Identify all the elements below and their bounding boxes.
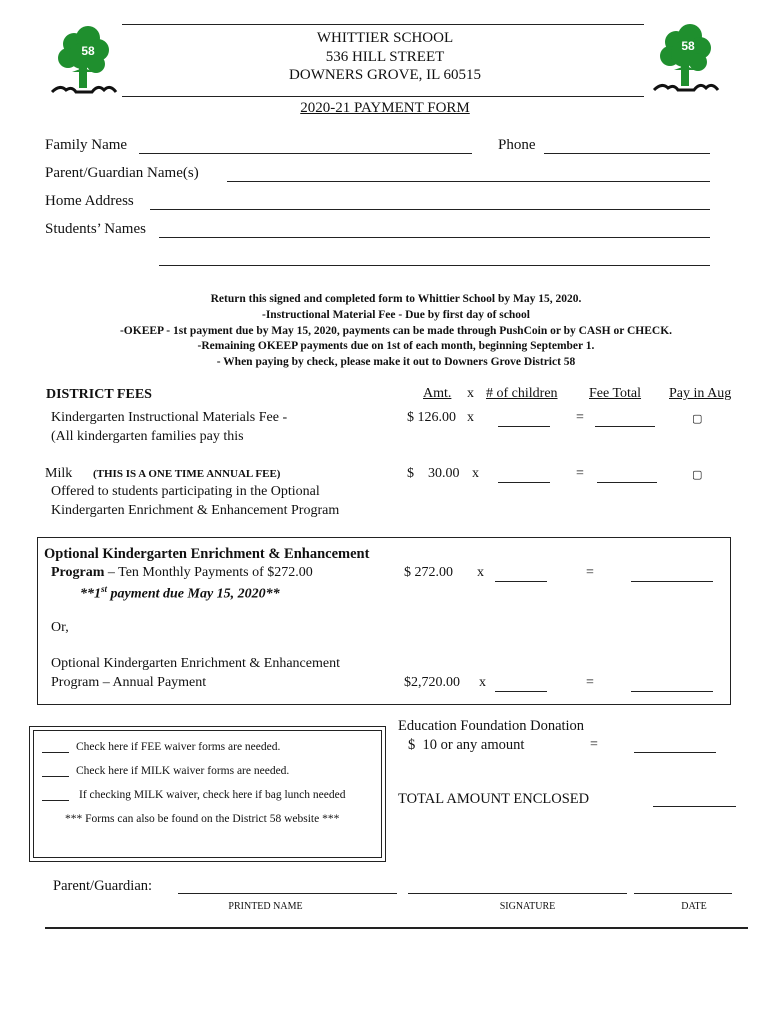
okeep-monthly-equals: = bbox=[586, 565, 594, 580]
school-street: 536 HILL STREET bbox=[325, 49, 445, 65]
kinder-fee-x: x bbox=[467, 410, 474, 425]
kinder-pay-aug-checkbox[interactable]: ▢ bbox=[692, 412, 703, 425]
donation-total-field[interactable] bbox=[634, 752, 716, 753]
fee-waiver-label: Check here if FEE waiver forms are needed. bbox=[76, 741, 281, 753]
kinder-total-field[interactable] bbox=[595, 426, 655, 427]
instruction-line-2: -Instructional Material Fee - Due by first day of school bbox=[262, 309, 530, 321]
okeep-monthly-total-field[interactable] bbox=[631, 581, 713, 582]
school-city: DOWNERS GROVE, IL 60515 bbox=[289, 67, 481, 83]
parent-names-field[interactable] bbox=[227, 181, 710, 182]
milk-description-1: Offered to students participating in the Optional bbox=[51, 484, 320, 499]
forms-website-note: *** Forms can also be found on the District 58 website *** bbox=[65, 813, 340, 825]
signature-caption: SIGNATURE bbox=[499, 901, 556, 912]
pay-aug-column-header: Pay in Aug bbox=[669, 386, 732, 401]
x-column-header: x bbox=[467, 386, 474, 401]
bag-lunch-label: If checking MILK waiver, check here if bag lunch needed bbox=[79, 789, 346, 801]
district-fees-heading: DISTRICT FEES bbox=[46, 387, 152, 402]
signature-field[interactable] bbox=[408, 893, 627, 894]
okeep-title: Optional Kindergarten Enrichment & Enhancement bbox=[44, 546, 370, 562]
okeep-due-note bbox=[80, 584, 280, 603]
donation-equals: = bbox=[590, 737, 598, 752]
donation-title: Education Foundation Donation bbox=[398, 718, 585, 734]
total-amount-label: TOTAL AMOUNT ENCLOSED bbox=[398, 791, 590, 807]
children-column-header: # of children bbox=[486, 386, 558, 401]
okeep-due-prefix: **1 bbox=[80, 586, 101, 602]
milk-amount: $ 30.00 bbox=[407, 466, 460, 481]
home-address-label: Home Address bbox=[45, 193, 134, 209]
header-bottom-rule bbox=[122, 96, 644, 97]
milk-children-field[interactable] bbox=[498, 482, 550, 483]
okeep-annual-line2: Program – Annual Payment bbox=[51, 675, 207, 690]
okeep-annual-x: x bbox=[479, 675, 486, 690]
bag-lunch-check-line[interactable] bbox=[42, 800, 69, 801]
header-top-rule bbox=[122, 24, 644, 25]
fee-waiver-check-line[interactable] bbox=[42, 752, 69, 753]
okeep-annual-children-field[interactable] bbox=[495, 691, 547, 692]
okeep-annual-line1: Optional Kindergarten Enrichment & Enhancement bbox=[51, 656, 340, 671]
milk-total-field[interactable] bbox=[597, 482, 657, 483]
okeep-monthly-children-field[interactable] bbox=[495, 581, 547, 582]
date-field[interactable] bbox=[634, 893, 732, 894]
milk-note: (THIS IS A ONE TIME ANNUAL FEE) bbox=[93, 468, 281, 480]
okeep-monthly-x: x bbox=[477, 565, 484, 580]
phone-field[interactable] bbox=[544, 153, 710, 154]
okeep-monthly-amount: $ 272.00 bbox=[404, 565, 453, 580]
footer-rule bbox=[45, 927, 748, 929]
okeep-program-terms: – Ten Monthly Payments of $272.00 bbox=[104, 565, 313, 580]
instruction-line-4: -Remaining OKEEP payments due on 1st of each month, beginning September 1. bbox=[197, 340, 595, 352]
svg-text:58: 58 bbox=[81, 44, 95, 58]
instruction-line-5: - When paying by check, please make it out to Downers Grove District 58 bbox=[216, 356, 576, 368]
district-58-tree-logo-left bbox=[48, 24, 120, 100]
students-names-field[interactable] bbox=[159, 237, 710, 238]
okeep-annual-equals: = bbox=[586, 675, 594, 690]
form-title: 2020-21 PAYMENT FORM bbox=[300, 100, 470, 116]
students-names-label: Students’ Names bbox=[45, 221, 146, 237]
kinder-fee-label: Kindergarten Instructional Materials Fee - bbox=[51, 410, 288, 425]
kinder-children-field[interactable] bbox=[498, 426, 550, 427]
family-name-field[interactable] bbox=[139, 153, 472, 154]
okeep-program-line bbox=[51, 565, 313, 581]
okeep-program-label: Program bbox=[51, 565, 105, 580]
milk-waiver-check-line[interactable] bbox=[42, 776, 69, 777]
kinder-fee-equals: = bbox=[576, 410, 584, 425]
school-name: WHITTIER SCHOOL bbox=[316, 30, 454, 46]
milk-label: Milk bbox=[45, 466, 73, 481]
milk-description-2: Kindergarten Enrichment & Enhancement Program bbox=[51, 503, 340, 518]
parent-guardian-signature-label: Parent/Guardian: bbox=[53, 878, 153, 894]
printed-name-field[interactable] bbox=[178, 893, 397, 894]
okeep-or: Or, bbox=[51, 620, 69, 635]
donation-amount: $ 10 or any amount bbox=[408, 737, 525, 753]
instruction-line-1: Return this signed and completed form to Whittier School by May 15, 2020. bbox=[210, 293, 582, 305]
total-amount-field[interactable] bbox=[653, 806, 736, 807]
phone-label: Phone bbox=[498, 137, 536, 153]
kinder-fee-note: (All kindergarten families pay this bbox=[51, 429, 244, 444]
milk-pay-aug-checkbox[interactable]: ▢ bbox=[692, 468, 703, 481]
milk-x: x bbox=[472, 466, 479, 481]
district-58-tree-logo-right bbox=[650, 22, 722, 98]
milk-equals: = bbox=[576, 466, 584, 481]
parent-names-label: Parent/Guardian Name(s) bbox=[45, 165, 199, 181]
okeep-due-text: payment due May 15, 2020** bbox=[107, 586, 280, 602]
printed-name-caption: PRINTED NAME bbox=[228, 901, 303, 912]
home-address-field[interactable] bbox=[150, 209, 710, 210]
students-names-field-2[interactable] bbox=[159, 265, 710, 266]
date-caption: DATE bbox=[681, 901, 707, 912]
family-name-label: Family Name bbox=[45, 137, 128, 153]
svg-text:58: 58 bbox=[681, 39, 695, 53]
kinder-fee-amount: $ 126.00 bbox=[407, 410, 456, 425]
okeep-due-sup: st bbox=[101, 584, 108, 594]
okeep-annual-amount: $2,720.00 bbox=[404, 675, 460, 690]
fee-total-column-header: Fee Total bbox=[589, 386, 642, 401]
amt-column-header: Amt. bbox=[423, 386, 452, 401]
instruction-line-3: -OKEEP - 1st payment due by May 15, 2020, payments can be made through PushCoin or by CASH or CHECK. bbox=[119, 325, 673, 337]
milk-waiver-label: Check here if MILK waiver forms are needed. bbox=[76, 765, 290, 777]
okeep-annual-total-field[interactable] bbox=[631, 691, 713, 692]
